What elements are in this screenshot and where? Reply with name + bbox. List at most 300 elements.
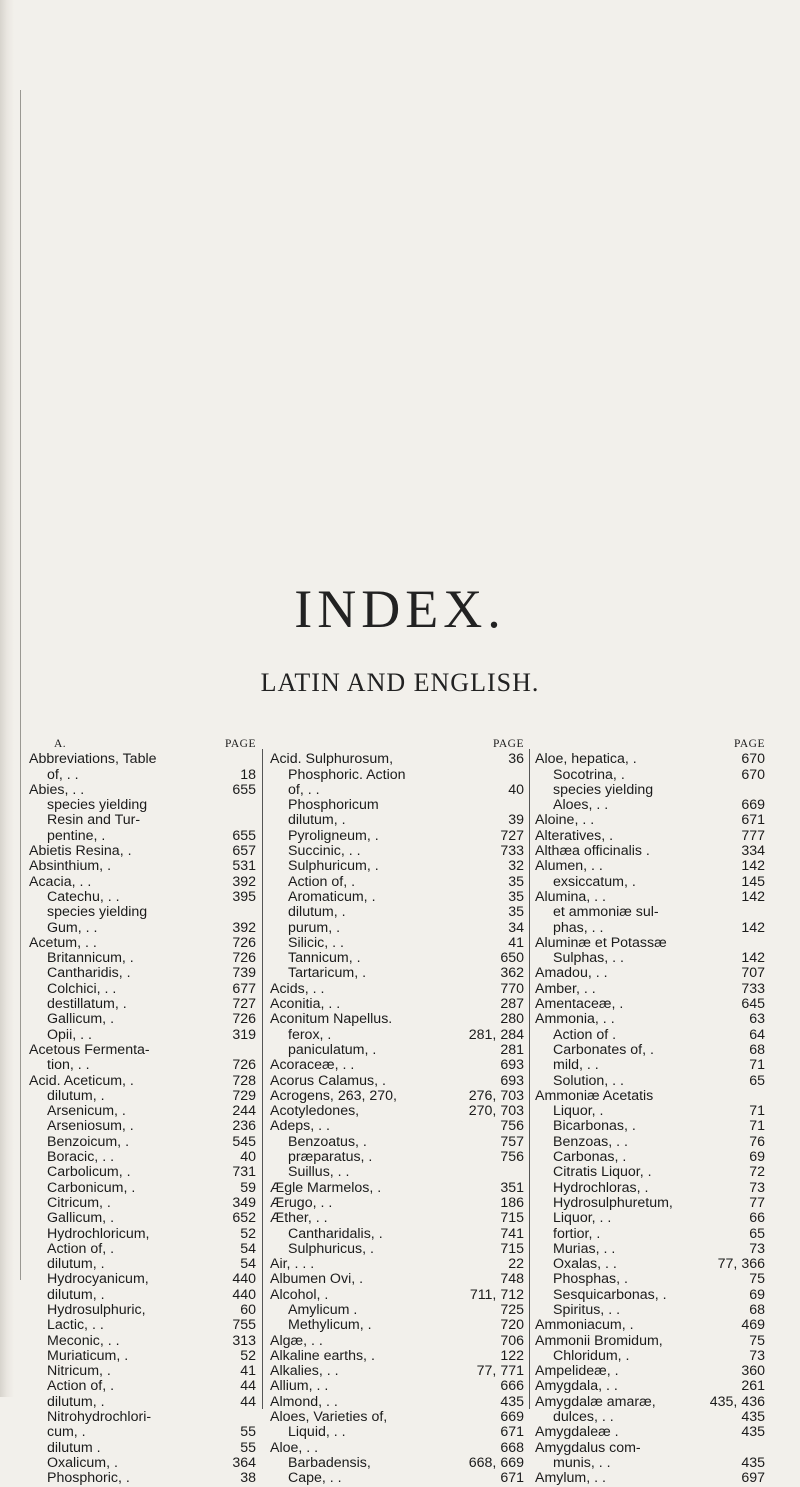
index-entry bbox=[535, 859, 765, 874]
index-entry bbox=[29, 1471, 256, 1486]
entry-term: Sulphas, . . bbox=[553, 951, 624, 967]
entry-term: Nitrohydrochlori- bbox=[47, 1410, 152, 1426]
entry-term: Action of, . bbox=[47, 1241, 115, 1257]
index-entry bbox=[29, 1211, 256, 1226]
entry-page bbox=[236, 752, 256, 767]
page-label: PAGE bbox=[493, 738, 524, 750]
entry-term: Amygdalus com- bbox=[535, 1440, 641, 1456]
index-entry bbox=[535, 1181, 765, 1196]
entry-page: 655 bbox=[232, 781, 256, 798]
entry-term: Ampelideæ, . bbox=[535, 1364, 619, 1380]
entry-term: Succinic, . . bbox=[288, 844, 361, 860]
entry-page: 18 bbox=[240, 766, 256, 783]
entry-page: 52 bbox=[240, 1347, 256, 1364]
entry-term: Amentaceæ, . bbox=[535, 997, 624, 1013]
index-column-1 bbox=[29, 737, 256, 1487]
entry-term: of, . . bbox=[288, 782, 320, 798]
entry-page bbox=[236, 1043, 256, 1058]
entry-page: 36 bbox=[508, 751, 524, 768]
entry-term: Aloes, . . bbox=[553, 798, 609, 814]
index-entry bbox=[535, 1410, 765, 1425]
index-entry bbox=[270, 1181, 524, 1196]
index-column-2 bbox=[270, 737, 524, 1487]
index-entry bbox=[270, 1058, 524, 1073]
index-entry bbox=[29, 783, 256, 798]
index-entry bbox=[270, 951, 524, 966]
entry-page: 657 bbox=[232, 843, 256, 860]
index-entry bbox=[270, 1043, 524, 1058]
entry-term: dilutum, . bbox=[47, 1088, 105, 1104]
entry-term: Aconitum Napellus. bbox=[270, 1012, 393, 1028]
index-entry bbox=[29, 1012, 256, 1027]
entry-term: Oxalicum, . bbox=[47, 1455, 118, 1471]
index-entry bbox=[535, 1196, 765, 1211]
index-entry bbox=[270, 783, 524, 798]
entry-page: 655 bbox=[232, 827, 256, 844]
entry-term: Phosphoricum bbox=[288, 798, 379, 814]
index-column-3 bbox=[535, 737, 765, 1487]
entry-page: 287 bbox=[500, 996, 524, 1013]
entry-page: 706 bbox=[500, 1332, 524, 1349]
entry-term: dilutum . bbox=[47, 1440, 101, 1456]
index-entry bbox=[535, 1425, 765, 1440]
entry-term: et ammoniæ sul- bbox=[553, 905, 659, 921]
entry-page: 729 bbox=[232, 1087, 256, 1104]
entry-term: Arsenicum, . bbox=[47, 1104, 126, 1120]
index-entry bbox=[29, 1379, 256, 1394]
entry-page: 733 bbox=[500, 843, 524, 860]
index-entry bbox=[535, 1135, 765, 1150]
entry-page: 41 bbox=[508, 934, 524, 951]
entry-page: 334 bbox=[741, 843, 765, 860]
entry-term: Carbolicum, . bbox=[47, 1165, 131, 1181]
index-entry bbox=[270, 1471, 524, 1486]
entry-page: 469 bbox=[741, 1317, 765, 1334]
entry-page: 64 bbox=[749, 1026, 765, 1043]
entry-term: of, . . bbox=[47, 767, 79, 783]
entry-page bbox=[504, 798, 524, 813]
entry-term: Action of, . bbox=[47, 1379, 115, 1395]
entry-term: Algæ, . . bbox=[270, 1333, 323, 1349]
entry-term: Hydrochloricum, bbox=[47, 1226, 150, 1242]
index-entry bbox=[270, 1410, 524, 1425]
entry-term: Ægle Marmelos, . bbox=[270, 1180, 382, 1196]
entry-page: 652 bbox=[232, 1210, 256, 1227]
index-entry bbox=[270, 1242, 524, 1257]
index-entry bbox=[535, 1471, 765, 1486]
entry-term: Ammoniæ Acetatis bbox=[535, 1088, 654, 1104]
entry-page: 711, 712 bbox=[469, 1286, 524, 1303]
index-entry bbox=[29, 921, 256, 936]
entry-page: 668, 669 bbox=[468, 1454, 524, 1471]
index-entry bbox=[535, 1028, 765, 1043]
entry-page: 69 bbox=[749, 1286, 765, 1303]
index-entry bbox=[270, 1288, 524, 1303]
entry-term: Suillus, . . bbox=[288, 1165, 350, 1181]
entry-page: 52 bbox=[240, 1225, 256, 1242]
entry-term: Alkaline earths, . bbox=[270, 1348, 375, 1364]
entry-term: Aconitia, . . bbox=[270, 997, 341, 1013]
index-entry bbox=[270, 1196, 524, 1211]
entry-term: pentine, . bbox=[47, 828, 106, 844]
entry-page: 72 bbox=[749, 1164, 765, 1181]
index-entry bbox=[29, 1165, 256, 1180]
index-entry bbox=[29, 1089, 256, 1104]
index-entry bbox=[535, 752, 765, 767]
entry-term: Hydrocyanicum, bbox=[47, 1272, 149, 1288]
entry-page: 351 bbox=[500, 1179, 524, 1196]
entry-term: Acotyledones, bbox=[270, 1104, 360, 1120]
entry-term: Lactic, . . bbox=[47, 1318, 104, 1334]
index-entry bbox=[270, 1379, 524, 1394]
index-entry bbox=[29, 951, 256, 966]
entry-page: 726 bbox=[232, 1057, 256, 1074]
entry-page: 270, 703 bbox=[468, 1103, 524, 1120]
entry-term: Acetum, . . bbox=[29, 935, 97, 951]
entry-page: 360 bbox=[741, 1363, 765, 1380]
index-entry bbox=[29, 936, 256, 951]
index-entry bbox=[29, 1135, 256, 1150]
entry-page: 670 bbox=[741, 766, 765, 783]
entry-term: Britannicum, . bbox=[47, 951, 134, 967]
entry-page bbox=[745, 905, 765, 920]
index-entry bbox=[29, 768, 256, 783]
entry-term: Citricum, . bbox=[47, 1195, 111, 1211]
entry-term: Amygdala, . . bbox=[535, 1379, 618, 1395]
entry-page: 44 bbox=[240, 1378, 256, 1395]
index-entry bbox=[29, 875, 256, 890]
entry-term: purum, . bbox=[288, 920, 341, 936]
index-entry bbox=[270, 859, 524, 874]
entry-term: fortior, . bbox=[553, 1226, 601, 1242]
entry-term: Gallicum, . bbox=[47, 1012, 115, 1028]
index-entry bbox=[535, 1227, 765, 1242]
entry-page bbox=[236, 813, 256, 828]
entry-page: 770 bbox=[500, 980, 524, 997]
entry-page: 281, 284 bbox=[468, 1026, 524, 1043]
entry-page: 727 bbox=[500, 827, 524, 844]
entry-term: Allium, . . bbox=[270, 1379, 329, 1395]
entry-term: dilutum, . bbox=[288, 813, 346, 829]
entry-term: Amber, . . bbox=[535, 981, 596, 997]
index-entry bbox=[270, 1425, 524, 1440]
index-entry bbox=[535, 1242, 765, 1257]
entry-page: 65 bbox=[749, 1225, 765, 1242]
index-entry bbox=[270, 1441, 524, 1456]
index-entry bbox=[535, 951, 765, 966]
index-entry bbox=[270, 1028, 524, 1043]
section-letter: A. bbox=[54, 738, 67, 750]
entry-term: Acid. Sulphurosum, bbox=[270, 752, 394, 768]
index-entry bbox=[29, 1028, 256, 1043]
index-entry bbox=[29, 1410, 256, 1425]
entry-term: dilutum, . bbox=[288, 905, 346, 921]
entry-term: Cantharidis, . bbox=[47, 966, 131, 982]
entry-term: mild, . . bbox=[553, 1058, 599, 1074]
index-entry bbox=[270, 921, 524, 936]
entry-page: 645 bbox=[741, 996, 765, 1013]
entry-page: 68 bbox=[749, 1301, 765, 1318]
index-entry bbox=[535, 936, 765, 951]
index-entry bbox=[270, 768, 524, 783]
entry-page: 671 bbox=[500, 1424, 524, 1441]
index-entry bbox=[535, 798, 765, 813]
entry-term: Abbreviations, Table bbox=[29, 752, 157, 768]
column-header bbox=[535, 737, 765, 752]
column-header bbox=[270, 737, 524, 752]
index-entry bbox=[270, 1211, 524, 1226]
entry-term: Almond, . . bbox=[270, 1394, 338, 1410]
entry-page: 756 bbox=[500, 1118, 524, 1135]
index-entry bbox=[270, 1089, 524, 1104]
entry-term: Carbonates of, . bbox=[553, 1042, 654, 1058]
entry-page bbox=[745, 783, 765, 798]
index-entry bbox=[535, 1334, 765, 1349]
entry-term: Cantharidalis, . bbox=[288, 1226, 383, 1242]
entry-term: Methylicum, . bbox=[288, 1318, 372, 1334]
entry-page: 71 bbox=[749, 1057, 765, 1074]
entry-term: Aloe, . . bbox=[270, 1440, 319, 1456]
index-entry bbox=[29, 1196, 256, 1211]
entry-term: Benzoas, . . bbox=[553, 1134, 628, 1150]
entry-term: Benzoicum, . bbox=[47, 1134, 130, 1150]
index-entry bbox=[535, 1303, 765, 1318]
index-entry bbox=[535, 1119, 765, 1134]
entry-term: Absinthium, . bbox=[29, 859, 112, 875]
entry-page bbox=[745, 936, 765, 951]
index-entry bbox=[535, 829, 765, 844]
entry-term: Alteratives, . bbox=[535, 828, 614, 844]
entry-term: Alumen, . . bbox=[535, 859, 603, 875]
entry-page: 671 bbox=[741, 812, 765, 829]
entry-page: 66 bbox=[749, 1210, 765, 1227]
index-entry bbox=[270, 1257, 524, 1272]
entry-term: Amygdalæ amaræ, bbox=[535, 1394, 656, 1410]
entry-term: Carbonas, . bbox=[553, 1150, 627, 1166]
entry-term: Tannicum, . bbox=[288, 951, 361, 967]
entry-term: Albumen Ovi, . bbox=[270, 1272, 364, 1288]
entry-term: Phosphoric. Action bbox=[288, 767, 406, 783]
entry-term: Muriaticum, . bbox=[47, 1348, 129, 1364]
index-entry bbox=[270, 875, 524, 890]
entry-page: 364 bbox=[232, 1454, 256, 1471]
entry-term: Liquor, . . bbox=[553, 1211, 612, 1227]
index-entry bbox=[270, 1012, 524, 1027]
entry-term: Arseniosum, . bbox=[47, 1119, 134, 1135]
entry-term: Sesquicarbonas, . bbox=[553, 1287, 667, 1303]
index-entry bbox=[535, 997, 765, 1012]
entry-page: 35 bbox=[508, 904, 524, 921]
page-edge-shadow bbox=[0, 0, 14, 1397]
index-entry bbox=[29, 1074, 256, 1089]
entry-page: 669 bbox=[741, 797, 765, 814]
entry-term: Catechu, . . bbox=[47, 889, 120, 905]
entry-page: 435 bbox=[741, 1409, 765, 1426]
entry-page: 122 bbox=[500, 1347, 524, 1364]
index-entry bbox=[535, 1074, 765, 1089]
entry-page: 71 bbox=[749, 1118, 765, 1135]
entry-term: ferox, . bbox=[288, 1027, 332, 1043]
index-entry bbox=[535, 1441, 765, 1456]
index-entry bbox=[535, 875, 765, 890]
index-entry bbox=[535, 890, 765, 905]
index-entry bbox=[270, 1456, 524, 1471]
entry-page: 68 bbox=[749, 1041, 765, 1058]
entry-page: 757 bbox=[500, 1133, 524, 1150]
entry-term: Aluminæ et Potassæ bbox=[535, 935, 667, 951]
entry-page bbox=[504, 1165, 524, 1180]
entry-page: 670 bbox=[741, 751, 765, 768]
index-entry bbox=[535, 783, 765, 798]
entry-page: 40 bbox=[240, 1149, 256, 1166]
entry-page: 142 bbox=[741, 858, 765, 875]
entry-term: Hydrochloras, . bbox=[553, 1180, 649, 1196]
entry-term: Amygdaleæ . bbox=[535, 1425, 619, 1441]
entry-term: Phosphoric, . bbox=[47, 1471, 130, 1487]
entry-page: 531 bbox=[232, 858, 256, 875]
index-entry bbox=[270, 1272, 524, 1287]
index-entry bbox=[29, 1456, 256, 1471]
entry-page: 720 bbox=[500, 1317, 524, 1334]
index-entry bbox=[270, 997, 524, 1012]
entry-page: 55 bbox=[240, 1439, 256, 1456]
index-entry bbox=[535, 1058, 765, 1073]
entry-page: 731 bbox=[232, 1164, 256, 1181]
entry-page: 244 bbox=[232, 1103, 256, 1120]
entry-page: 77, 366 bbox=[717, 1256, 765, 1273]
entry-page: 755 bbox=[232, 1317, 256, 1334]
entry-page: 69 bbox=[749, 1149, 765, 1166]
entry-page: 59 bbox=[240, 1179, 256, 1196]
entry-term: Gallicum, . bbox=[47, 1211, 115, 1227]
entry-term: Acrogens, 263, 270, bbox=[270, 1088, 397, 1104]
entry-page: 677 bbox=[232, 980, 256, 997]
index-entry bbox=[29, 1318, 256, 1333]
entry-term: Abies, . . bbox=[29, 782, 85, 798]
entry-term: Ammonia, . . bbox=[535, 1012, 615, 1028]
index-entry bbox=[270, 1334, 524, 1349]
entry-page: 281 bbox=[500, 1041, 524, 1058]
index-entry bbox=[535, 768, 765, 783]
index-entry bbox=[270, 829, 524, 844]
entry-page: 145 bbox=[741, 873, 765, 890]
index-entry bbox=[270, 890, 524, 905]
index-entry bbox=[29, 997, 256, 1012]
index-entry bbox=[535, 1318, 765, 1333]
entry-term: species yielding bbox=[47, 798, 148, 814]
entry-page: 276, 703 bbox=[468, 1087, 524, 1104]
index-entry bbox=[535, 1104, 765, 1119]
entry-term: Boracic, . . bbox=[47, 1150, 115, 1166]
index-entry bbox=[270, 1119, 524, 1134]
entry-term: Adeps, . . bbox=[270, 1119, 330, 1135]
index-entry bbox=[270, 752, 524, 767]
entry-term: species yielding bbox=[47, 905, 148, 921]
index-entry bbox=[29, 1441, 256, 1456]
entry-page: 777 bbox=[741, 827, 765, 844]
entry-page: 313 bbox=[232, 1332, 256, 1349]
index-entry bbox=[535, 1089, 765, 1104]
index-entry bbox=[270, 813, 524, 828]
entry-page: 142 bbox=[741, 950, 765, 967]
entry-page: 693 bbox=[500, 1072, 524, 1089]
entry-term: paniculatum, . bbox=[288, 1042, 377, 1058]
entry-page: 668 bbox=[500, 1439, 524, 1456]
index-entry bbox=[270, 966, 524, 981]
entry-term: Ærugo, . . bbox=[270, 1195, 333, 1211]
index-entry bbox=[535, 1211, 765, 1226]
entry-page: 435, 436 bbox=[709, 1393, 765, 1410]
index-entry bbox=[29, 1395, 256, 1410]
entry-page: 77, 771 bbox=[476, 1363, 524, 1380]
index-entry bbox=[535, 966, 765, 981]
entry-page: 726 bbox=[232, 934, 256, 951]
entry-term: dulces, . . bbox=[553, 1410, 614, 1426]
entry-term: Amadou, . . bbox=[535, 966, 608, 982]
index-entry bbox=[29, 1227, 256, 1242]
entry-page: 32 bbox=[508, 858, 524, 875]
entry-term: Chloridum, . bbox=[553, 1348, 630, 1364]
entry-term: Aromaticum, . bbox=[288, 889, 376, 905]
index-entry bbox=[535, 1165, 765, 1180]
entry-page: 435 bbox=[741, 1424, 765, 1441]
entry-term: Althæa officinalis . bbox=[535, 844, 650, 860]
entry-term: Socotrina, . bbox=[553, 767, 625, 783]
index-entry bbox=[270, 1104, 524, 1119]
entry-term: Solution, . . bbox=[553, 1073, 624, 1089]
entry-page: 756 bbox=[500, 1149, 524, 1166]
index-entry bbox=[270, 1395, 524, 1410]
entry-page: 40 bbox=[508, 781, 524, 798]
entry-page: 728 bbox=[232, 1072, 256, 1089]
entry-page: 75 bbox=[749, 1332, 765, 1349]
entry-page: 319 bbox=[232, 1026, 256, 1043]
entry-term: dilutum, . bbox=[47, 1394, 105, 1410]
entry-page: 733 bbox=[741, 980, 765, 997]
entry-term: Aloes, Varieties of, bbox=[270, 1410, 388, 1426]
entry-page: 697 bbox=[741, 1470, 765, 1487]
entry-term: Acids, . . bbox=[270, 981, 325, 997]
entry-page: 669 bbox=[500, 1409, 524, 1426]
entry-page: 748 bbox=[500, 1271, 524, 1288]
entry-page: 349 bbox=[232, 1194, 256, 1211]
entry-term: Opii, . . bbox=[47, 1027, 92, 1043]
index-entry bbox=[270, 798, 524, 813]
entry-page bbox=[745, 1441, 765, 1456]
entry-page: 435 bbox=[741, 1454, 765, 1471]
index-entry bbox=[535, 1012, 765, 1027]
entry-page: 545 bbox=[232, 1133, 256, 1150]
entry-page: 392 bbox=[232, 919, 256, 936]
entry-page: 77 bbox=[749, 1194, 765, 1211]
index-entry bbox=[270, 844, 524, 859]
entry-page: 362 bbox=[500, 965, 524, 982]
entry-term: Alumina, . . bbox=[535, 889, 606, 905]
entry-term: Air, . . . bbox=[270, 1257, 315, 1273]
entry-term: Ammonii Bromidum, bbox=[535, 1333, 663, 1349]
entry-page: 73 bbox=[749, 1347, 765, 1364]
entry-page: 392 bbox=[232, 873, 256, 890]
entry-term: Meconic, . . bbox=[47, 1333, 120, 1349]
entry-page: 54 bbox=[240, 1256, 256, 1273]
index-entry bbox=[29, 1150, 256, 1165]
index-entry bbox=[29, 905, 256, 920]
index-entry bbox=[29, 1043, 256, 1058]
entry-page: 666 bbox=[500, 1378, 524, 1395]
entry-page: 34 bbox=[508, 919, 524, 936]
index-entry bbox=[535, 1364, 765, 1379]
entry-term: Hydrosulphuretum, bbox=[553, 1195, 673, 1211]
